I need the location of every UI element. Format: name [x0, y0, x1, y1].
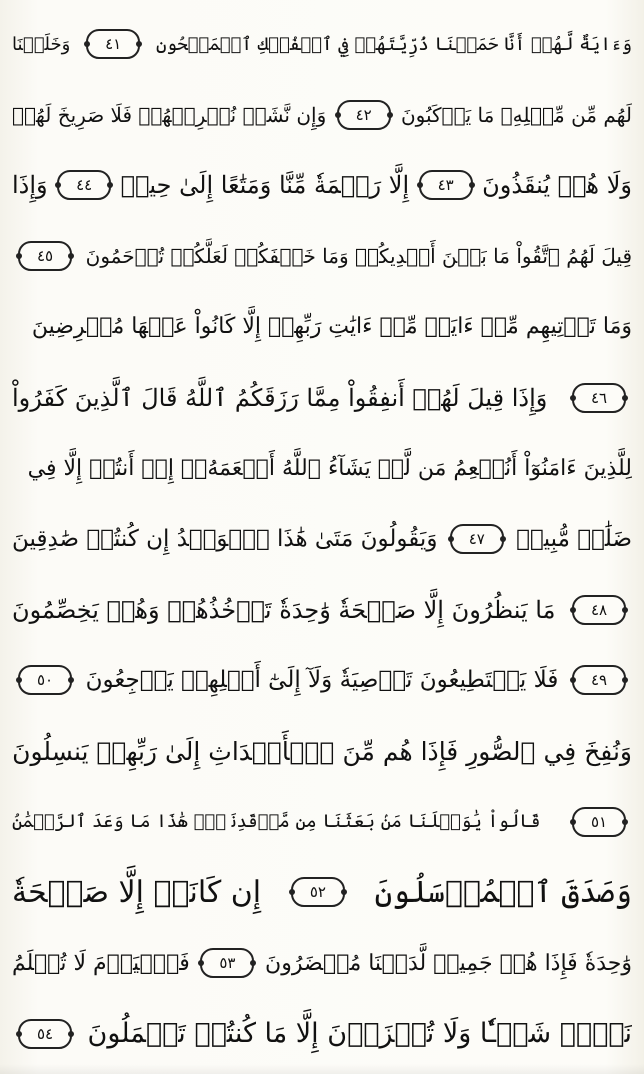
text-line	[12, 14, 632, 74]
verse-text: وَنُفِخَ فِي ٱلصُّورِ فَإِذَا هُم مِّنَ ٱلۡأَجۡدَاثِ إِلَىٰ رَبِّهِمۡ يَنسِلُونَ	[12, 736, 632, 766]
verse-marker: ٤١	[86, 29, 140, 59]
verse-text: وَٰحِدَةٗ فَإِذَا هُمۡ جَمِيعٞ لَّدَيۡنَا مُحۡضَرُونَ	[265, 950, 632, 976]
verse-marker: ٤٤	[57, 170, 111, 200]
verse-text: مَا يَنظُرُونَ إِلَّا صَيۡحَةٗ وَٰحِدَةٗ تَأۡخُذُهُمۡ وَهُمۡ يَخِصِّمُونَ	[12, 595, 556, 624]
verse-text: إِلَّا رَحۡمَةٗ مِّنَّا وَمَتَٰعًا إِلَىٰ حِينٖ	[120, 171, 410, 200]
text-lines	[12, 14, 632, 1064]
verse-text: وَصَدَقَ ٱلۡمُرۡسَلُونَ	[374, 874, 632, 910]
verse-text: وَإِذَا	[12, 171, 48, 200]
verse-text: وَإِذَا قِيلَ لَهُمۡ أَنفِقُواْ مِمَّا رَزَقَكُمُ ٱللَّهُ قَالَ ٱلَّذِينَ كَفَرُواْ	[12, 383, 548, 412]
verse-marker: ٥٠	[18, 665, 72, 695]
text-line	[12, 85, 632, 145]
text-line	[12, 862, 632, 922]
verse-marker: ٤٢	[337, 100, 391, 130]
text-line	[12, 792, 632, 852]
verse-text: إِن كَانَتۡ إِلَّا صَيۡحَةٗ	[12, 874, 262, 910]
text-line	[12, 438, 632, 498]
text-line	[12, 297, 632, 357]
verse-text: وَخَلَقۡنَا	[12, 33, 71, 55]
verse-marker: ٤٥	[18, 241, 72, 271]
verse-text: لِلَّذِينَ ءَامَنُوٓاْ أَنُطۡعِمُ مَن لَّوۡ يَشَآءُ ٱللَّهُ أَطۡعَمَهُۥٓ إِنۡ أَنتُمۡ إِلَّا فِي	[27, 455, 632, 481]
verse-text: وَإِن نَّشَأۡ نُغۡرِقۡهُمۡ فَلَا صَرِيخَ لَهُمۡ	[12, 102, 327, 127]
text-line	[12, 580, 632, 640]
page-bottom-edge	[0, 1064, 644, 1074]
verse-text: نَفۡسٞ شَيۡـٔٗا وَلَا تُجۡزَوۡنَ إِلَّا مَا كُنتُمۡ تَعۡمَلُونَ	[87, 1018, 632, 1050]
verse-marker: ٤٨	[572, 595, 626, 625]
verse-text: وَيَقُولُونَ مَتَىٰ هَٰذَا ٱلۡوَعۡدُ إِن كُنتُمۡ صَٰدِقِينَ	[12, 525, 438, 552]
verse-marker: ٤٩	[572, 665, 626, 695]
verse-text: لَهُم مِّن مِّثۡلِهِۦ مَا يَرۡكَبُونَ	[400, 102, 632, 127]
verse-text: فَٱلۡيَوۡمَ لَا تُظۡلَمُ	[12, 950, 190, 976]
text-line	[12, 650, 632, 710]
verse-text: قِيلَ لَهُمُ ٱتَّقُواْ مَا بَيۡنَ أَيۡدِيكُمۡ وَمَا خَلۡفَكُمۡ لَعَلَّكُمۡ تُرۡحَمُونَ	[85, 244, 632, 269]
text-line	[12, 226, 632, 286]
verse-text: فَلَا يَسۡتَطِيعُونَ تَوۡصِيَةٗ وَلَآ إِلَىٰٓ أَهۡلِهِمۡ يَرۡجِعُونَ	[85, 667, 559, 694]
text-line	[12, 721, 632, 781]
verse-marker: ٤٦	[572, 383, 626, 413]
text-line	[12, 509, 632, 569]
text-line	[12, 933, 632, 993]
verse-marker: ٥٢	[291, 877, 345, 907]
text-line	[12, 155, 632, 215]
verse-text: ضَلَٰلٖ مُّبِينٖ	[516, 525, 632, 552]
verse-marker: ٥٤	[18, 1019, 72, 1049]
verse-text: وَءَايَةٌ لَّهُمۡ أَنَّا حَمَلۡنَا ذُرِّيَّتَهُمۡ فِي ٱلۡفُلۡكِ ٱلۡمَشۡحُونِ	[155, 33, 632, 55]
verse-marker: ٥٣	[200, 948, 254, 978]
verse-text: وَمَا تَأۡتِيهِم مِّنۡ ءَايَةٖ مِّنۡ ءَايَٰتِ رَبِّهِمۡ إِلَّا كَانُواْ عَنۡهَا مُعۡرِضِينَ	[31, 314, 632, 340]
text-line	[12, 368, 632, 428]
verse-text: وَلَا هُمۡ يُنقَذُونَ	[482, 171, 632, 200]
verse-text: قَالُواْ يَٰوَيۡلَنَا مَنۢ بَعَثَنَا مِن مَّرۡقَدِنَاۜۗ هَٰذَا مَا وَعَدَ ٱلرَّحۡمَٰنُ	[12, 811, 541, 833]
text-line	[12, 1004, 632, 1064]
verse-marker: ٤٣	[419, 170, 473, 200]
verse-marker: ٤٧	[450, 524, 504, 554]
verse-marker: ٥١	[572, 807, 626, 837]
